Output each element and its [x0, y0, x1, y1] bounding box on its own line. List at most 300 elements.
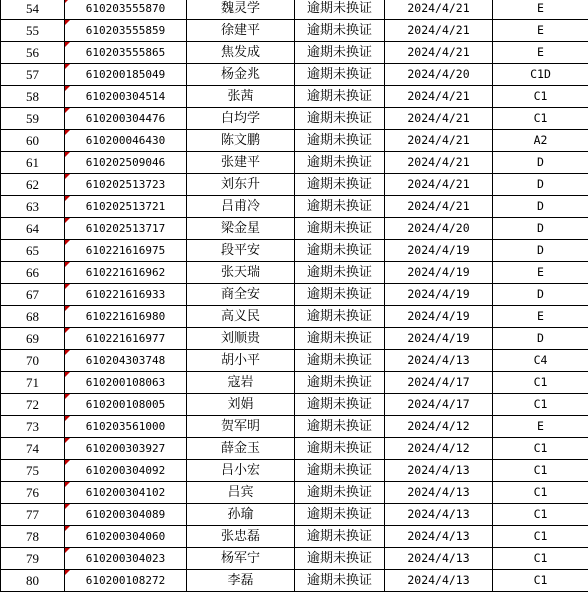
date-cell-text: 2024/4/12: [407, 419, 470, 433]
status-cell[interactable]: [295, 240, 385, 262]
date-cell-text: 2024/4/21: [407, 133, 470, 147]
status-cell-text: 逾期未换证: [306, 89, 372, 104]
record-id-cell[interactable]: [65, 284, 187, 306]
row-number-cell-text: 56: [26, 45, 39, 60]
name-cell[interactable]: [187, 504, 295, 526]
comment-indicator-icon: [65, 350, 70, 355]
status-cell-text: 逾期未换证: [306, 507, 372, 522]
date-cell-text: 2024/4/13: [407, 529, 470, 543]
license-class-cell-text: C1D: [530, 67, 551, 81]
status-cell[interactable]: [295, 64, 385, 86]
status-cell-text: 逾期未换证: [306, 353, 372, 368]
table-row: [1, 394, 588, 416]
record-id-cell[interactable]: [65, 350, 187, 372]
status-cell[interactable]: [295, 306, 385, 328]
license-class-cell-text: C1: [533, 89, 548, 103]
record-id-cell[interactable]: [65, 174, 187, 196]
license-class-cell-text: C1: [533, 111, 548, 125]
status-cell-text: 逾期未换证: [306, 375, 372, 390]
date-cell[interactable]: [385, 438, 493, 460]
license-class-cell[interactable]: [493, 328, 588, 350]
status-cell-text: 逾期未换证: [306, 551, 372, 566]
status-cell-text: 逾期未换证: [306, 265, 372, 280]
row-number-cell[interactable]: [1, 218, 65, 240]
row-number-cell[interactable]: [1, 416, 65, 438]
row-number-cell-text: 58: [26, 89, 39, 104]
status-cell-text: 逾期未换证: [306, 573, 372, 588]
name-cell[interactable]: [187, 306, 295, 328]
record-id-cell[interactable]: [65, 86, 187, 108]
name-cell[interactable]: [187, 438, 295, 460]
license-class-cell[interactable]: [493, 20, 588, 42]
row-number-cell[interactable]: [1, 64, 65, 86]
row-number-cell[interactable]: [1, 86, 65, 108]
license-class-cell[interactable]: [493, 570, 588, 592]
date-cell-text: 2024/4/13: [407, 463, 470, 477]
row-number-cell-text: 78: [26, 529, 39, 544]
name-cell-text: 张忠磊: [220, 529, 260, 544]
comment-indicator-icon: [65, 504, 70, 509]
row-number-cell[interactable]: [1, 174, 65, 196]
license-class-cell[interactable]: [493, 482, 588, 504]
table-row: [1, 526, 588, 548]
comment-indicator-icon: [65, 20, 70, 25]
name-cell[interactable]: [187, 416, 295, 438]
date-cell-text: 2024/4/21: [407, 23, 470, 37]
name-cell-text: 梁金星: [220, 221, 260, 236]
date-cell[interactable]: [385, 152, 493, 174]
date-cell[interactable]: [385, 174, 493, 196]
table-row: [1, 416, 588, 438]
row-number-cell-text: 55: [26, 23, 39, 38]
date-cell-text: 2024/4/13: [407, 551, 470, 565]
row-number-cell[interactable]: [1, 0, 65, 20]
date-cell-text: 2024/4/20: [407, 221, 470, 235]
status-cell[interactable]: [295, 130, 385, 152]
record-id-cell-text: 610200108005: [85, 398, 166, 411]
record-id-cell-text: 610200046430: [85, 134, 166, 147]
name-cell[interactable]: [187, 460, 295, 482]
date-cell-text: 2024/4/19: [407, 331, 470, 345]
record-id-cell-text: 610200185049: [85, 68, 166, 81]
record-id-cell[interactable]: [65, 152, 187, 174]
table-row: [1, 262, 588, 284]
comment-indicator-icon: [65, 416, 70, 421]
row-number-cell-text: 74: [26, 441, 39, 456]
license-class-cell[interactable]: [493, 460, 588, 482]
license-class-cell[interactable]: [493, 240, 588, 262]
date-cell[interactable]: [385, 350, 493, 372]
status-cell-text: 逾期未换证: [306, 155, 372, 170]
comment-indicator-icon: [65, 152, 70, 157]
date-cell[interactable]: [385, 218, 493, 240]
name-cell-text: 吕小宏: [220, 463, 260, 478]
license-class-cell[interactable]: [493, 64, 588, 86]
status-cell-text: 逾期未换证: [306, 309, 372, 324]
license-class-cell-text: D: [537, 331, 544, 345]
date-cell[interactable]: [385, 570, 493, 592]
license-class-cell[interactable]: [493, 284, 588, 306]
status-cell[interactable]: [295, 482, 385, 504]
record-id-cell-text: 610203555870: [85, 2, 166, 15]
name-cell[interactable]: [187, 240, 295, 262]
record-id-cell[interactable]: [65, 504, 187, 526]
record-id-cell[interactable]: [65, 20, 187, 42]
status-cell-text: 逾期未换证: [306, 243, 372, 258]
date-cell[interactable]: [385, 130, 493, 152]
row-number-cell[interactable]: [1, 394, 65, 416]
license-class-cell[interactable]: [493, 504, 588, 526]
row-number-cell[interactable]: [1, 438, 65, 460]
record-id-cell[interactable]: [65, 0, 187, 20]
row-number-cell[interactable]: [1, 548, 65, 570]
status-cell-text: 逾期未换证: [306, 331, 372, 346]
status-cell[interactable]: [295, 328, 385, 350]
record-id-cell[interactable]: [65, 196, 187, 218]
status-cell[interactable]: [295, 42, 385, 64]
name-cell[interactable]: [187, 284, 295, 306]
status-cell[interactable]: [295, 0, 385, 20]
date-cell[interactable]: [385, 240, 493, 262]
table-row: [1, 174, 588, 196]
comment-indicator-icon: [65, 438, 70, 443]
date-cell[interactable]: [385, 372, 493, 394]
comment-indicator-icon: [65, 86, 70, 91]
row-number-cell[interactable]: [1, 284, 65, 306]
date-cell-text: 2024/4/12: [407, 441, 470, 455]
record-id-cell[interactable]: [65, 460, 187, 482]
record-id-cell-text: 610203555865: [85, 46, 166, 59]
license-class-cell[interactable]: [493, 416, 588, 438]
date-cell[interactable]: [385, 196, 493, 218]
date-cell-text: 2024/4/19: [407, 309, 470, 323]
name-cell[interactable]: [187, 350, 295, 372]
record-id-cell[interactable]: [65, 108, 187, 130]
name-cell-text: 高义民: [220, 309, 260, 324]
license-class-cell-text: D: [537, 243, 544, 257]
row-number-cell-text: 61: [26, 155, 39, 170]
name-cell[interactable]: [187, 394, 295, 416]
table-row: [1, 108, 588, 130]
record-id-cell-text: 610203561000: [85, 420, 166, 433]
name-cell[interactable]: [187, 196, 295, 218]
license-class-cell[interactable]: [493, 196, 588, 218]
date-cell-text: 2024/4/21: [407, 111, 470, 125]
license-class-cell[interactable]: [493, 262, 588, 284]
name-cell[interactable]: [187, 482, 295, 504]
record-id-cell-text: 610200108272: [85, 574, 166, 587]
date-cell-text: 2024/4/13: [407, 353, 470, 367]
row-number-cell[interactable]: [1, 196, 65, 218]
date-cell[interactable]: [385, 482, 493, 504]
comment-indicator-icon: [65, 394, 70, 399]
license-class-cell[interactable]: [493, 152, 588, 174]
status-cell-text: 逾期未换证: [306, 111, 372, 126]
license-class-cell[interactable]: [493, 526, 588, 548]
name-cell[interactable]: [187, 86, 295, 108]
date-cell[interactable]: [385, 460, 493, 482]
date-cell[interactable]: [385, 394, 493, 416]
row-number-cell[interactable]: [1, 306, 65, 328]
record-id-cell[interactable]: [65, 438, 187, 460]
table-row: [1, 504, 588, 526]
row-number-cell[interactable]: [1, 262, 65, 284]
status-cell[interactable]: [295, 372, 385, 394]
record-id-cell-text: 610221616975: [85, 244, 166, 257]
name-cell-text: 张建平: [220, 155, 260, 170]
record-id-cell-text: 610204303748: [85, 354, 166, 367]
license-class-cell-text: E: [537, 309, 544, 323]
status-cell[interactable]: [295, 548, 385, 570]
row-number-cell-text: 71: [26, 375, 39, 390]
name-cell-text: 胡小平: [220, 353, 260, 368]
row-number-cell[interactable]: [1, 240, 65, 262]
status-cell-text: 逾期未换证: [306, 133, 372, 148]
name-cell[interactable]: [187, 372, 295, 394]
status-cell[interactable]: [295, 86, 385, 108]
name-cell[interactable]: [187, 152, 295, 174]
name-cell[interactable]: [187, 108, 295, 130]
date-cell-text: 2024/4/17: [407, 397, 470, 411]
license-class-cell-text: E: [537, 23, 544, 37]
comment-indicator-icon: [65, 196, 70, 201]
record-id-cell[interactable]: [65, 130, 187, 152]
record-id-cell-text: 610202509046: [85, 156, 166, 169]
row-number-cell-text: 80: [26, 573, 39, 588]
row-number-cell-text: 73: [26, 419, 39, 434]
status-cell-text: 逾期未换证: [306, 199, 372, 214]
record-id-cell[interactable]: [65, 372, 187, 394]
table-row: [1, 548, 588, 570]
record-id-cell-text: 610221616933: [85, 288, 166, 301]
name-cell[interactable]: [187, 548, 295, 570]
license-class-cell-text: D: [537, 199, 544, 213]
status-cell[interactable]: [295, 526, 385, 548]
status-cell[interactable]: [295, 218, 385, 240]
record-id-cell-text: 610200304089: [85, 508, 166, 521]
date-cell-text: 2024/4/19: [407, 265, 470, 279]
status-cell[interactable]: [295, 504, 385, 526]
license-class-cell[interactable]: [493, 86, 588, 108]
row-number-cell-text: 69: [26, 331, 39, 346]
comment-indicator-icon: [65, 482, 70, 487]
row-number-cell[interactable]: [1, 20, 65, 42]
record-id-cell[interactable]: [65, 42, 187, 64]
date-cell[interactable]: [385, 306, 493, 328]
row-number-cell-text: 65: [26, 243, 39, 258]
date-cell[interactable]: [385, 20, 493, 42]
name-cell-text: 张茜: [227, 89, 254, 104]
table-row: [1, 284, 588, 306]
table-row: [1, 350, 588, 372]
date-cell[interactable]: [385, 108, 493, 130]
status-cell-text: 逾期未换证: [306, 441, 372, 456]
record-id-cell[interactable]: [65, 64, 187, 86]
name-cell[interactable]: [187, 262, 295, 284]
status-cell[interactable]: [295, 284, 385, 306]
license-class-cell-text: C1: [533, 375, 548, 389]
date-cell[interactable]: [385, 328, 493, 350]
license-class-cell[interactable]: [493, 130, 588, 152]
status-cell[interactable]: [295, 174, 385, 196]
status-cell-text: 逾期未换证: [306, 1, 372, 16]
license-class-cell-text: C1: [533, 463, 548, 477]
status-cell[interactable]: [295, 108, 385, 130]
row-number-cell[interactable]: [1, 152, 65, 174]
table-row: [1, 130, 588, 152]
license-class-cell[interactable]: [493, 218, 588, 240]
row-number-cell-text: 70: [26, 353, 39, 368]
name-cell[interactable]: [187, 0, 295, 20]
name-cell[interactable]: [187, 218, 295, 240]
row-number-cell[interactable]: [1, 460, 65, 482]
row-number-cell[interactable]: [1, 482, 65, 504]
record-id-cell[interactable]: [65, 328, 187, 350]
status-cell[interactable]: [295, 20, 385, 42]
name-cell[interactable]: [187, 64, 295, 86]
status-cell[interactable]: [295, 262, 385, 284]
license-class-cell[interactable]: [493, 306, 588, 328]
license-class-cell[interactable]: [493, 350, 588, 372]
record-id-cell-text: 610200303927: [85, 442, 166, 455]
table-row: [1, 372, 588, 394]
comment-indicator-icon: [65, 570, 70, 575]
status-cell[interactable]: [295, 416, 385, 438]
row-number-cell-text: 63: [26, 199, 39, 214]
status-cell[interactable]: [295, 438, 385, 460]
comment-indicator-icon: [65, 218, 70, 223]
name-cell[interactable]: [187, 20, 295, 42]
name-cell[interactable]: [187, 328, 295, 350]
status-cell-text: 逾期未换证: [306, 67, 372, 82]
comment-indicator-icon: [65, 0, 70, 3]
date-cell[interactable]: [385, 284, 493, 306]
name-cell-text: 段平安: [220, 243, 260, 258]
license-class-cell[interactable]: [493, 394, 588, 416]
name-cell-text: 魏灵学: [220, 1, 260, 16]
license-class-cell-text: A2: [533, 133, 548, 147]
record-id-cell-text: 610221616977: [85, 332, 166, 345]
record-id-cell[interactable]: [65, 240, 187, 262]
name-cell-text: 薛金玉: [220, 441, 260, 456]
date-cell[interactable]: [385, 416, 493, 438]
name-cell-text: 陈文鹏: [220, 133, 260, 148]
date-cell[interactable]: [385, 64, 493, 86]
row-number-cell-text: 76: [26, 485, 39, 500]
status-cell-text: 逾期未换证: [306, 23, 372, 38]
record-id-cell[interactable]: [65, 262, 187, 284]
name-cell-text: 白均学: [220, 111, 260, 126]
license-class-cell[interactable]: [493, 0, 588, 20]
date-cell-text: 2024/4/20: [407, 67, 470, 81]
license-class-cell[interactable]: [493, 372, 588, 394]
row-number-cell[interactable]: [1, 328, 65, 350]
record-id-cell[interactable]: [65, 306, 187, 328]
record-id-cell[interactable]: [65, 548, 187, 570]
table-row: [1, 0, 588, 20]
comment-indicator-icon: [65, 328, 70, 333]
name-cell[interactable]: [187, 526, 295, 548]
license-class-cell-text: D: [537, 287, 544, 301]
row-number-cell-text: 59: [26, 111, 39, 126]
status-cell[interactable]: [295, 394, 385, 416]
name-cell[interactable]: [187, 130, 295, 152]
table-row: [1, 306, 588, 328]
row-number-cell[interactable]: [1, 372, 65, 394]
status-cell[interactable]: [295, 350, 385, 372]
status-cell[interactable]: [295, 152, 385, 174]
row-number-cell[interactable]: [1, 504, 65, 526]
record-id-cell[interactable]: [65, 218, 187, 240]
license-class-cell-text: E: [537, 45, 544, 59]
table-row: [1, 20, 588, 42]
table-row: [1, 196, 588, 218]
status-cell[interactable]: [295, 196, 385, 218]
license-class-cell[interactable]: [493, 108, 588, 130]
date-cell-text: 2024/4/13: [407, 507, 470, 521]
comment-indicator-icon: [65, 262, 70, 267]
license-class-cell[interactable]: [493, 548, 588, 570]
name-cell-text: 杨金兆: [220, 67, 260, 82]
comment-indicator-icon: [65, 64, 70, 69]
name-cell-text: 孙瑜: [227, 507, 254, 522]
table-row: [1, 240, 588, 262]
record-id-cell-text: 610200304060: [85, 530, 166, 543]
name-cell-text: 寇岩: [227, 375, 254, 390]
license-class-cell[interactable]: [493, 174, 588, 196]
date-cell[interactable]: [385, 548, 493, 570]
date-cell[interactable]: [385, 504, 493, 526]
row-number-cell[interactable]: [1, 526, 65, 548]
name-cell[interactable]: [187, 42, 295, 64]
name-cell[interactable]: [187, 174, 295, 196]
table-row: [1, 570, 588, 592]
license-class-cell[interactable]: [493, 42, 588, 64]
date-cell[interactable]: [385, 0, 493, 20]
row-number-cell-text: 75: [26, 463, 39, 478]
record-id-cell[interactable]: [65, 416, 187, 438]
record-id-cell[interactable]: [65, 570, 187, 592]
table-body: [1, 0, 588, 592]
row-number-cell[interactable]: [1, 570, 65, 592]
date-cell[interactable]: [385, 86, 493, 108]
row-number-cell[interactable]: [1, 108, 65, 130]
date-cell[interactable]: [385, 262, 493, 284]
date-cell-text: 2024/4/21: [407, 89, 470, 103]
status-cell[interactable]: [295, 570, 385, 592]
license-class-cell-text: E: [537, 419, 544, 433]
table-row: [1, 482, 588, 504]
license-class-cell-text: C1: [533, 485, 548, 499]
license-class-cell[interactable]: [493, 438, 588, 460]
row-number-cell-text: 77: [26, 507, 39, 522]
date-cell[interactable]: [385, 42, 493, 64]
name-cell[interactable]: [187, 570, 295, 592]
row-number-cell[interactable]: [1, 42, 65, 64]
row-number-cell-text: 72: [26, 397, 39, 412]
status-cell[interactable]: [295, 460, 385, 482]
record-id-cell-text: 610200108063: [85, 376, 166, 389]
comment-indicator-icon: [65, 372, 70, 377]
record-id-cell[interactable]: [65, 482, 187, 504]
date-cell[interactable]: [385, 526, 493, 548]
row-number-cell[interactable]: [1, 130, 65, 152]
record-id-cell-text: 610202513717: [85, 222, 166, 235]
table-row: [1, 460, 588, 482]
record-id-cell[interactable]: [65, 526, 187, 548]
record-id-cell[interactable]: [65, 394, 187, 416]
row-number-cell[interactable]: [1, 350, 65, 372]
